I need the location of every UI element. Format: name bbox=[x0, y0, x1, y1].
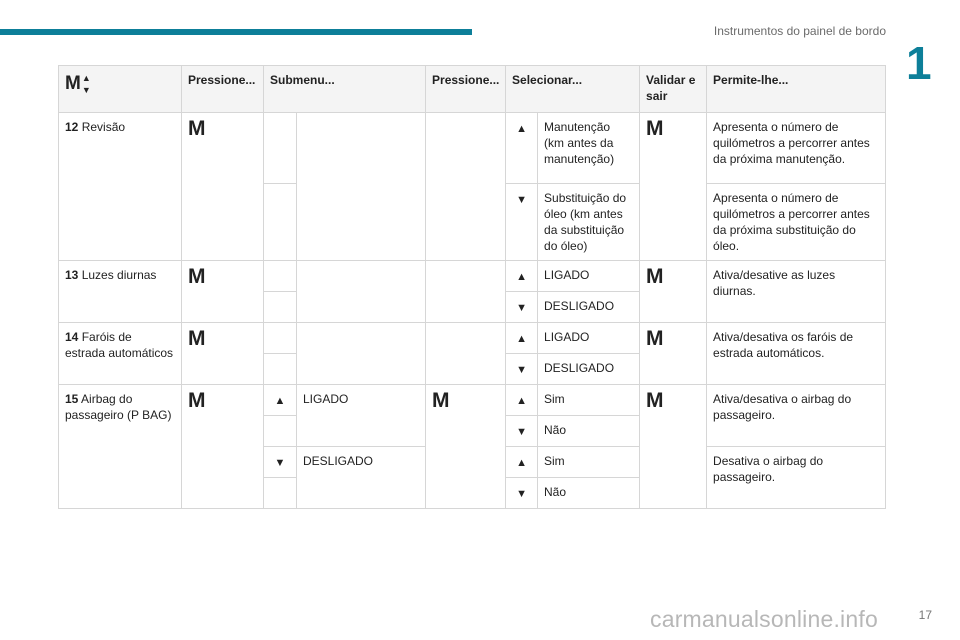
row-label-cell: 14 Faróis de estrada automáticos bbox=[59, 323, 182, 385]
press2-cell bbox=[426, 113, 506, 261]
col-validate: Validar e sair bbox=[640, 66, 707, 113]
submenu-option: DESLIGADO bbox=[297, 447, 426, 509]
m-key-icon: M bbox=[646, 117, 664, 140]
table-row bbox=[59, 323, 886, 354]
press2-cell bbox=[426, 323, 506, 385]
col-press-1: Pressione... bbox=[182, 66, 264, 113]
select-option: Não bbox=[538, 478, 640, 509]
row-label-cell: 12 Revisão bbox=[59, 113, 182, 261]
select-option: LIGADO bbox=[538, 261, 640, 292]
select-arrow-cell bbox=[506, 478, 538, 509]
select-arrow-cell bbox=[506, 354, 538, 385]
press2-cell bbox=[426, 261, 506, 323]
arrow-up-icon: ▲ bbox=[516, 457, 527, 469]
arrow-up-icon: ▲ bbox=[516, 333, 527, 345]
arrow-down-icon: ▼ bbox=[516, 194, 527, 206]
arrow-down-icon: ▼ bbox=[516, 364, 527, 376]
table-header-row bbox=[59, 66, 886, 113]
header-accent-bar bbox=[0, 29, 472, 35]
select-option: DESLIGADO bbox=[538, 292, 640, 323]
m-key-icon: M bbox=[188, 117, 206, 140]
chapter-number: 1 bbox=[906, 37, 932, 89]
submenu-arrow-cell bbox=[264, 478, 297, 509]
submenu-arrow-cell bbox=[264, 184, 297, 261]
description-cell: Apresenta o número de quilómetros a percorrer antes da próxima substituição do óleo. bbox=[707, 184, 886, 261]
select-arrow-cell bbox=[506, 385, 538, 416]
submenu-arrow-cell bbox=[264, 292, 297, 323]
table-row bbox=[59, 113, 886, 184]
arrow-up-icon: ▲ bbox=[274, 395, 286, 407]
press-cell bbox=[182, 385, 264, 509]
submenu-arrow-cell bbox=[264, 416, 297, 447]
submenu-arrow-cell bbox=[264, 261, 297, 292]
select-option: Substituição do óleo (km antes da substituição do óleo) bbox=[538, 184, 640, 261]
submenu-cell bbox=[297, 261, 426, 323]
select-option: DESLIGADO bbox=[538, 354, 640, 385]
menu-settings-table bbox=[58, 65, 886, 509]
row-label-cell: 13 Luzes diurnas bbox=[59, 261, 182, 323]
select-arrow-cell bbox=[506, 447, 538, 478]
submenu-arrow-cell bbox=[264, 323, 297, 354]
select-arrow-cell bbox=[506, 184, 538, 261]
submenu-option: LIGADO bbox=[297, 385, 426, 447]
m-key-icon: M bbox=[646, 389, 664, 412]
m-key-icon: M bbox=[188, 327, 206, 350]
arrow-down-icon: ▼ bbox=[516, 302, 527, 314]
select-option: Não bbox=[538, 416, 640, 447]
arrow-up-icon: ▲ bbox=[516, 395, 527, 407]
description-cell: Ativa/desative as luzes diurnas. bbox=[707, 261, 886, 323]
arrow-down-icon: ▼ bbox=[516, 426, 527, 438]
m-key-icon: M bbox=[188, 389, 206, 412]
arrow-up-icon: ▲ bbox=[516, 271, 527, 283]
page-number: 17 bbox=[918, 608, 932, 622]
section-title: Instrumentos do painel de bordo bbox=[713, 24, 886, 38]
arrow-up-icon: ▲ bbox=[516, 123, 527, 135]
header-keys-cell bbox=[59, 66, 182, 113]
table-row bbox=[59, 261, 886, 292]
description-cell: Desativa o airbag do passageiro. bbox=[707, 447, 886, 509]
select-arrow-cell bbox=[506, 292, 538, 323]
table-row bbox=[59, 385, 886, 416]
m-key-icon: M bbox=[432, 389, 450, 412]
select-option: Sim bbox=[538, 447, 640, 478]
validate-cell bbox=[640, 113, 707, 261]
submenu-cell bbox=[297, 113, 426, 261]
press-cell bbox=[182, 323, 264, 385]
watermark: carmanualsonline.info bbox=[650, 606, 878, 632]
validate-cell bbox=[640, 385, 707, 509]
description-cell: Apresenta o número de quilómetros a percorrer antes da próxima manutenção. bbox=[707, 113, 886, 184]
m-key-icon: M bbox=[646, 265, 664, 288]
arrow-up-icon: ▲ bbox=[81, 73, 91, 83]
arrow-down-icon: ▼ bbox=[81, 85, 91, 95]
select-option: LIGADO bbox=[538, 323, 640, 354]
submenu-cell bbox=[297, 323, 426, 385]
description-cell: Ativa/desativa os faróis de estrada automáticos. bbox=[707, 323, 886, 385]
submenu-arrow-cell bbox=[264, 447, 297, 478]
select-option: Sim bbox=[538, 385, 640, 416]
col-select: Selecionar... bbox=[506, 66, 640, 113]
press-cell bbox=[182, 261, 264, 323]
select-arrow-cell bbox=[506, 261, 538, 292]
submenu-arrow-cell bbox=[264, 113, 297, 184]
press-cell bbox=[182, 113, 264, 261]
description-cell: Ativa/desativa o airbag do passageiro. bbox=[707, 385, 886, 447]
select-arrow-cell bbox=[506, 323, 538, 354]
col-allows: Permite-lhe... bbox=[707, 66, 886, 113]
col-press-2: Pressione... bbox=[426, 66, 506, 113]
select-arrow-cell bbox=[506, 113, 538, 184]
m-key-icon: M bbox=[646, 327, 664, 350]
arrow-down-icon: ▼ bbox=[274, 457, 286, 469]
m-key-icon: M bbox=[188, 265, 206, 288]
select-option: Manutenção (km antes da manutenção) bbox=[538, 113, 640, 184]
arrow-down-icon: ▼ bbox=[516, 488, 527, 500]
validate-cell bbox=[640, 261, 707, 323]
validate-cell bbox=[640, 323, 707, 385]
submenu-arrow-cell bbox=[264, 354, 297, 385]
submenu-arrow-cell bbox=[264, 385, 297, 416]
press2-cell bbox=[426, 385, 506, 509]
row-label-cell: 15 Airbag do passageiro (P BAG) bbox=[59, 385, 182, 509]
select-arrow-cell bbox=[506, 416, 538, 447]
col-submenu: Submenu... bbox=[264, 66, 426, 113]
m-key-arrows-icon: M ▲ ▼ bbox=[65, 73, 91, 95]
